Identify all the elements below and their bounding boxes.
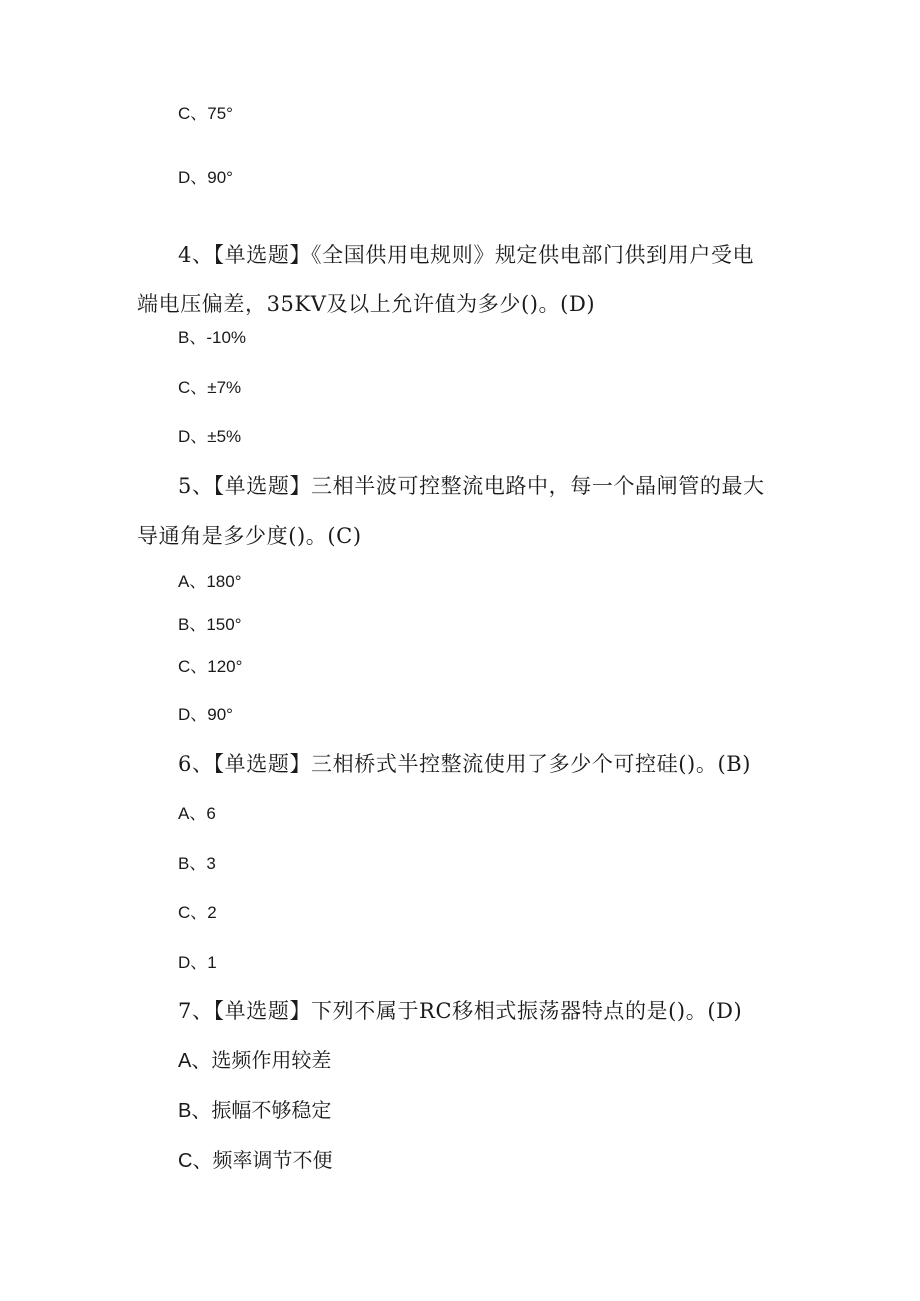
option-c-120: C、120° [178,657,243,676]
option-d-90-q5: D、90° [178,705,233,724]
option-b-q7: B、振幅不够稳定 [178,1100,332,1122]
option-b-150: B、150° [178,615,242,634]
option-c-pm7: C、±7% [178,378,242,397]
option-d-1: D、1 [178,953,217,972]
option-d-pm5: D、±5% [178,427,242,446]
option-c-75: C、75° [178,104,233,123]
option-a-6: A、6 [178,804,216,823]
question-5-line-2: 导通角是多少度()。(C) [137,524,362,548]
option-b-3: B、3 [178,854,216,873]
question-4-line-1: 4、【单选题】《全国供用电规则》规定供电部门供到用户受电 [178,243,755,267]
question-6: 6、【单选题】三相桥式半控整流使用了多少个可控硅()。(B) [178,752,752,776]
option-b-minus10: B、-10% [178,328,247,347]
question-5-line-1: 5、【单选题】三相半波可控整流电路中，每一个晶闸管的最大 [178,474,765,498]
question-7: 7、【单选题】下列不属于RC移相式振荡器特点的是()。(D) [178,999,743,1023]
option-a-180: A、180° [178,572,242,591]
option-d-90: D、90° [178,168,233,187]
option-a-q7: A、选频作用较差 [178,1050,332,1072]
option-c-2: C、2 [178,903,217,922]
option-c-q7: C、频率调节不便 [178,1150,333,1172]
question-4-line-2: 端电压偏差，35KV及以上允许值为多少()。(D) [137,292,596,316]
